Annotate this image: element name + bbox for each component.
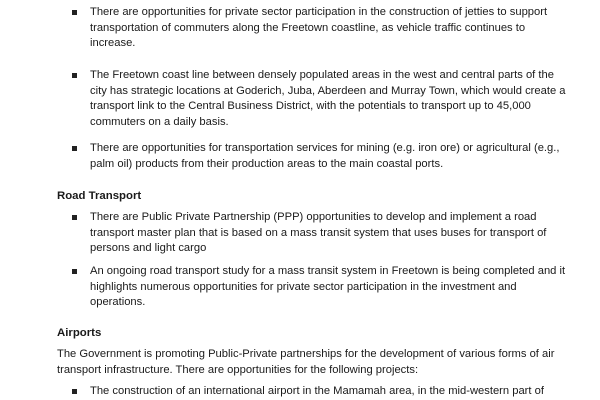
bullet-text: An ongoing road transport study for a mass transit system in Freetown is being completed and it highlights numerous opportunities for private sector participation in the investment and operations. xyxy=(90,265,566,308)
coastline-bullet xyxy=(72,68,572,130)
bullet-marker xyxy=(72,269,77,274)
ppp-bullet xyxy=(72,210,572,257)
bullet-marker xyxy=(72,10,77,15)
mass-transit-study-bullet xyxy=(72,264,572,311)
bullet-marker xyxy=(72,146,77,151)
road-transport-heading: Road Transport xyxy=(57,190,142,202)
bullet-text: There are opportunities for private sector participation in the construction of jetties to support transportation of commuters along the Freetown coastline, as vehicle traffic continues to increase. xyxy=(90,6,548,49)
bullet-text: The Freetown coast line between densely populated areas in the west and central parts of the city has strategic locations at Goderich, Juba, Aberdeen and Murray Town, which would create a transport link to the Central Business District, with the potentials to transport up to 45,000 commuters on a daily basis. xyxy=(90,69,566,128)
bullet-marker xyxy=(72,73,77,78)
airports-heading: Airports xyxy=(57,327,102,339)
bullet-text: There are Public Private Partnership (PPP) opportunities to develop and implement a road transport master plan that is based on a mass transit system that uses buses for transport of persons and light cargo xyxy=(90,211,547,254)
bullet-text: There are opportunities for transportation services for mining (e.g. iron ore) or agricultural (e.g., palm oil) products from their production areas to the main coastal ports. xyxy=(90,142,560,170)
airport-project-bullet xyxy=(72,384,592,400)
jetty-bullet xyxy=(72,5,572,52)
airports-intro: The Government is promoting Public-Private partnerships for the development of various forms of air transport infrastructure. There are opportunities for the following projects: xyxy=(57,348,555,376)
bullet-marker xyxy=(72,389,77,394)
mining-transport-bullet xyxy=(72,141,572,172)
bullet-text: The construction of an international airport in the Mamamah area, in the mid-western part of xyxy=(90,385,544,397)
bullet-marker xyxy=(72,215,77,220)
